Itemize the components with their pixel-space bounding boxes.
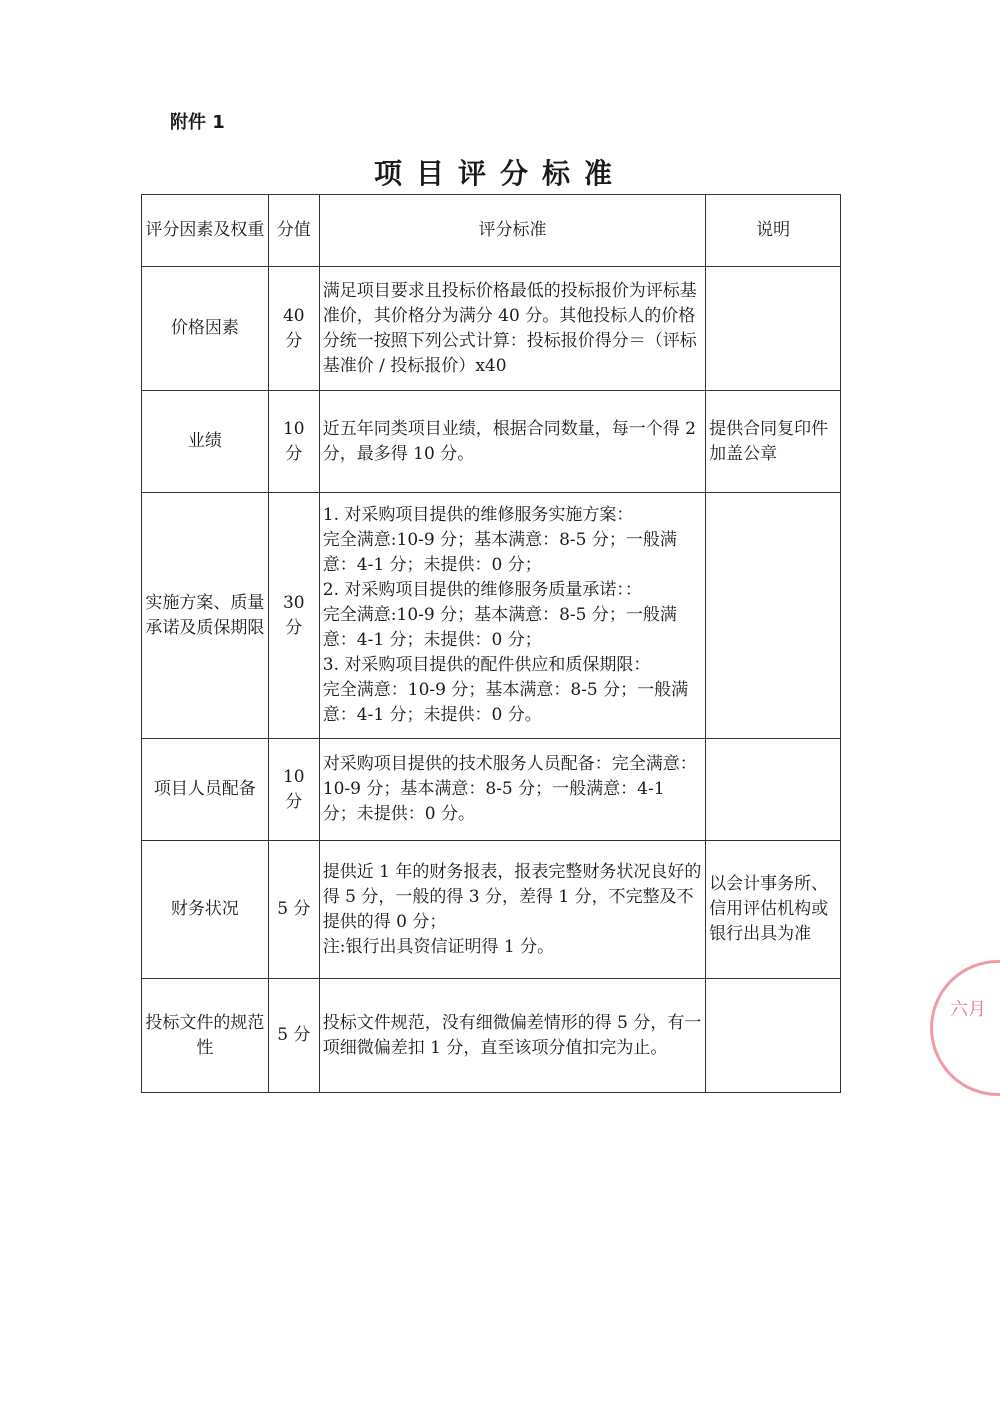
row-criteria: 近五年同类项目业绩，根据合同数量，每一个得 2 分，最多得 10 分。 [319, 391, 705, 493]
page-title: 项目评分标准 [373, 157, 626, 190]
table-row [142, 493, 841, 739]
table-row [142, 391, 841, 493]
row-points: 10 分 [268, 739, 319, 841]
table-header-row [142, 195, 841, 267]
row-factor: 项目人员配备 [142, 739, 269, 841]
header-points: 分值 [268, 195, 319, 267]
row-criteria: 满足项目要求且投标价格最低的投标报价为评标基准价，其价格分为满分 40 分。其他投标人的价格分统一按照下列公式计算：投标报价得分＝（评标基准价 / 投标报价）x40 [319, 267, 705, 391]
row-points: 30 分 [268, 493, 319, 739]
table-row [142, 979, 841, 1093]
row-factor: 投标文件的规范性 [142, 979, 269, 1093]
row-points: 10 分 [268, 391, 319, 493]
row-note [706, 493, 841, 739]
row-criteria: 提供近 1 年的财务报表，报表完整财务状况良好的得 5 分，一般的得 3 分，差得 1 分，不完整及不提供的得 0 分； 注:银行出具资信证明得 1 分。 [319, 841, 705, 979]
row-points: 5 分 [268, 979, 319, 1093]
row-note [706, 739, 841, 841]
row-criteria: 1. 对采购项目提供的维修服务实施方案： 完全满意:10-9 分；基本满意：8-5 分；一般满意：4-1 分；未提供：0 分； 2. 对采购项目提供的维修服务质量承诺：： 完全满意:10-9 分；基本满意：8-5 分；一般满意：4-1 分；未提供：0 分； 3. 对采购项目提供的配件供应和质保期限： 完全满意：10-9 分；基本满意：8-5 分；一般满意：4-1 分；未提供：0 分。 [319, 493, 705, 739]
row-note: 以会计事务所、信用评估机构或银行出具为准 [706, 841, 841, 979]
row-note: 提供合同复印件加盖公章 [706, 391, 841, 493]
row-note [706, 979, 841, 1093]
seal-text: 六月 [950, 999, 986, 1020]
row-criteria: 投标文件规范，没有细微偏差情形的得 5 分，有一项细微偏差扣 1 分，直至该项分值扣完为止。 [319, 979, 705, 1093]
scoring-table [141, 194, 841, 1093]
row-factor: 业绩 [142, 391, 269, 493]
row-factor: 实施方案、质量承诺及质保期限 [142, 493, 269, 739]
table-row [142, 739, 841, 841]
attachment-label: 附件 1 [170, 112, 225, 133]
table-row [142, 841, 841, 979]
row-factor: 财务状况 [142, 841, 269, 979]
row-points: 40 分 [268, 267, 319, 391]
row-points: 5 分 [268, 841, 319, 979]
header-criteria: 评分标准 [319, 195, 705, 267]
row-factor: 价格因素 [142, 267, 269, 391]
header-note: 说明 [706, 195, 841, 267]
table-row [142, 267, 841, 391]
row-criteria: 对采购项目提供的技术服务人员配备：完全满意：10-9 分；基本满意：8-5 分；一般满意：4-1 分；未提供：0 分。 [319, 739, 705, 841]
header-factor: 评分因素及权重 [142, 195, 269, 267]
row-note [706, 267, 841, 391]
